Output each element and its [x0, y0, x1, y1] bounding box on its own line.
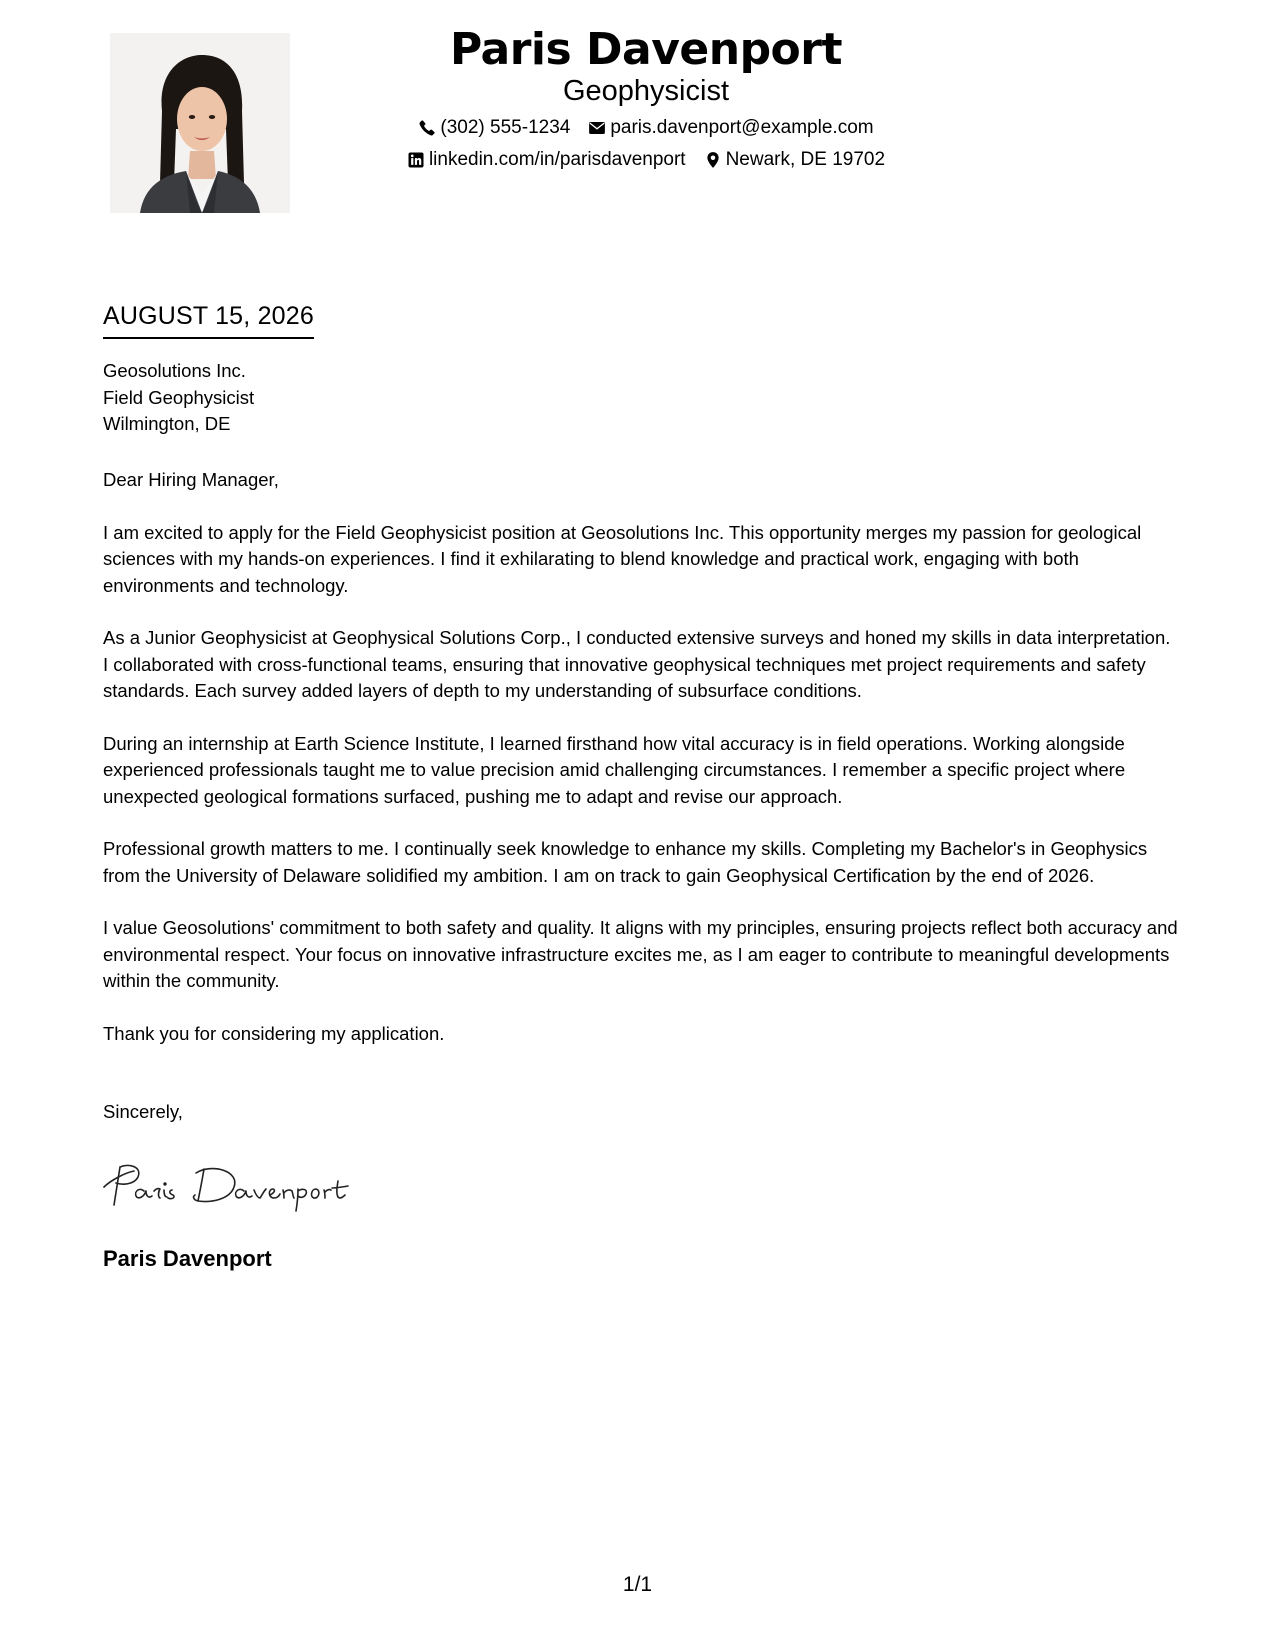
- email-text: paris.davenport@example.com: [610, 117, 874, 138]
- recipient-block: [103, 358, 254, 438]
- paragraph: Professional growth matters to me. I continually seek knowledge to enhance my skills. Completing my Bachelor's in Geophysics from the University of Delaware solidified my ambition. I am on track to gain Geophysical Certification by the end of 2026.: [103, 838, 1148, 886]
- contact-line-1: [300, 116, 992, 140]
- paragraph: I value Geosolutions' commitment to both safety and quality. It aligns with my principles, ensuring projects reflect both accuracy and environmental respect. Your focus on innovative infrastructure excites me, as I am eager to contribute to meaningful developments within the community.: [103, 917, 1178, 991]
- paragraph: During an internship at Earth Science Institute, I learned firsthand how vital accuracy is in field operations. Working alongside experienced professionals taught me to value precision amid challenging circumstances. I remember a specific project where unexpected geological formations surfaced, pushing me to adapt and revise our approach.: [103, 732, 1126, 807]
- paragraph: As a Junior Geophysicist at Geophysical Solutions Corp., I conducted extensive surveys and honed my skills in data interpretation. I collaborated with cross-functional teams, ensuring that innovative geophysical techniques met project requirements and safety standards. Each survey added layers of depth to my understanding of subsurface conditions.: [103, 627, 1171, 701]
- linkedin-text: linkedin.com/in/parisdavenport: [428, 149, 686, 170]
- contact-location: [704, 148, 885, 172]
- phone-text: (302) 555-1234: [440, 117, 571, 138]
- candidate-name: Paris Davenport: [449, 24, 843, 75]
- job-title: Geophysicist: [562, 75, 729, 107]
- thanks-line: Thank you for considering my application.: [103, 1022, 445, 1044]
- header: [300, 22, 992, 172]
- signer-name: Paris Davenport: [103, 1246, 272, 1271]
- linkedin-icon: [407, 151, 425, 169]
- contact-line-2: [300, 148, 992, 172]
- salutation: Dear Hiring Manager,: [103, 469, 279, 490]
- recipient-location: Wilmington, DE: [103, 413, 231, 434]
- profile-photo: [110, 33, 290, 213]
- location-text: Newark, DE 19702: [725, 149, 886, 170]
- handwritten-signature: [100, 1157, 370, 1213]
- contact-linkedin[interactable]: [407, 148, 686, 172]
- recipient-company: Geosolutions Inc.: [103, 360, 246, 381]
- envelope-icon: [588, 119, 606, 137]
- contact-email[interactable]: [588, 116, 873, 140]
- letter-body: [103, 467, 1178, 1073]
- paragraph: I am excited to apply for the Field Geophysicist position at Geosolutions Inc. This opportunity merges my passion for geological sciences with my hands-on experiences. I find it exhilarating to blend knowledge and practical work, engaging with both environments and technology.: [103, 521, 1142, 596]
- map-pin-icon: [704, 151, 722, 169]
- recipient-position: Field Geophysicist: [103, 386, 255, 408]
- closing: Sincerely,: [103, 1101, 183, 1122]
- contact-phone[interactable]: [418, 116, 570, 140]
- portrait-illustration: [110, 33, 290, 213]
- letter-date: AUGUST 15, 2026: [103, 298, 314, 339]
- page-number: 1/1: [622, 1573, 653, 1596]
- phone-icon: [418, 119, 436, 137]
